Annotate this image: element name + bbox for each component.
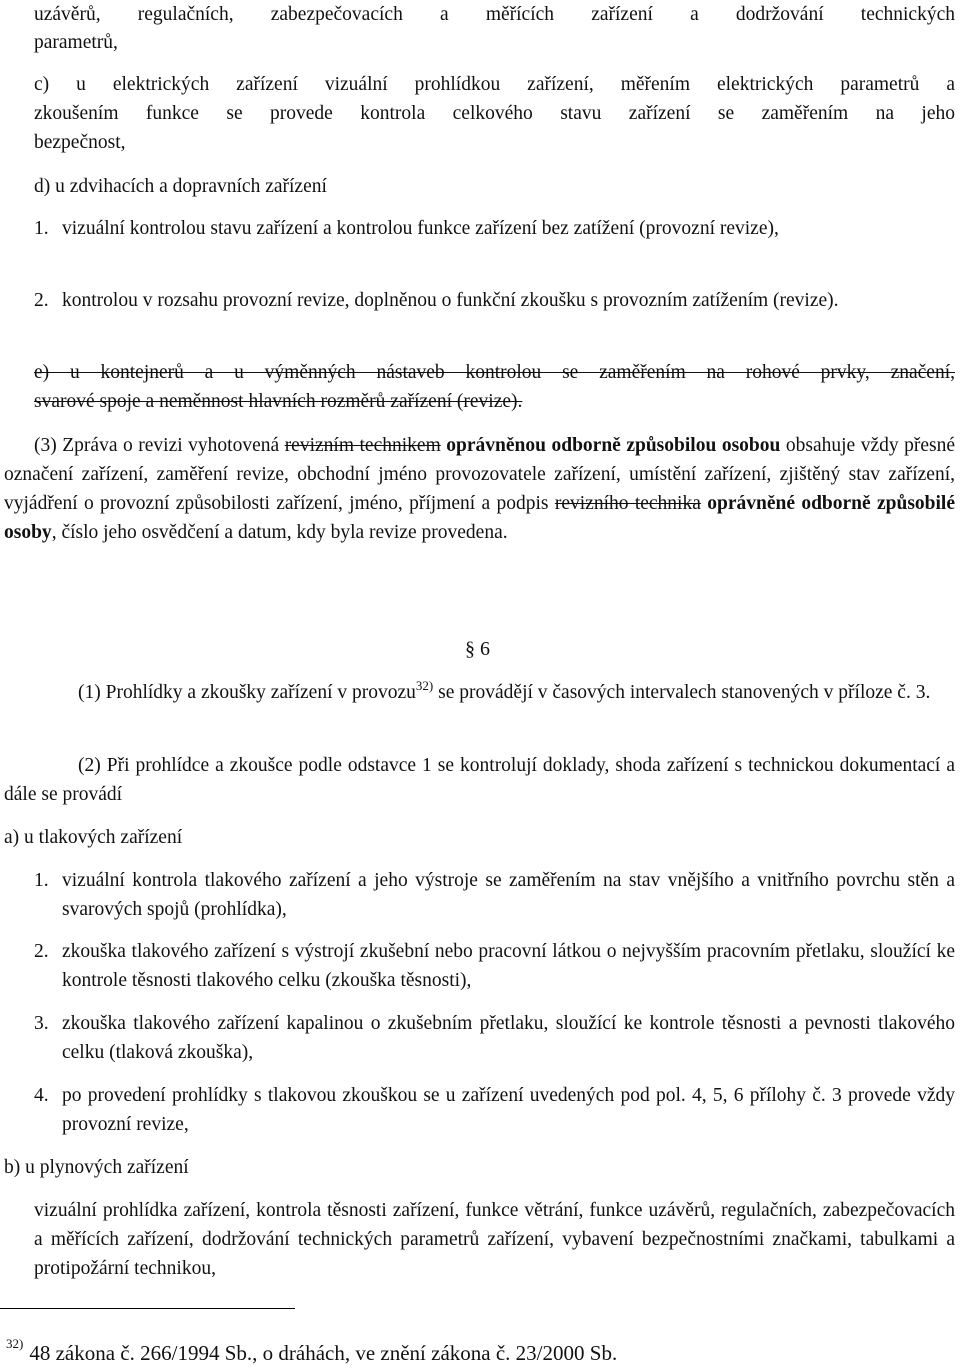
top-line-2: parametrů, xyxy=(34,32,118,53)
section-6-paragraph-2: (2) Při prohlídce a zkoušce podle odstavce 1 se kontrolují doklady, shoda zařízení s technickou dokumentací a dále se provádí xyxy=(4,755,955,805)
s6-1-footnote-ref: 32) xyxy=(415,678,434,693)
paragraph-3 xyxy=(4,431,955,547)
paragraph-3-bold-1: oprávněnou odborně způsobilou osobou xyxy=(446,435,781,456)
item-a-1-number: 1. xyxy=(34,870,49,891)
item-a-3-number: 3. xyxy=(34,1013,49,1034)
item-a-2-text: zkouška tlakového zařízení s výstrojí zkušební nebo pracovní látkou o nejvyšším pracovním přetlaku, sloužící ke kontrole těsnosti tlakového celku (zkouška těsnosti), xyxy=(62,941,955,991)
paragraph-3-part-1: (3) Zpráva o revizi vyhotovená xyxy=(34,435,280,456)
item-c-line-3: bezpečnost, xyxy=(34,132,126,153)
item-a-4-text: po provedení prohlídky s tlakovou zkouškou se u zařízení uvedených pod pol. 4, 5, 6 přílohy č. 3 provede vždy provozní revize, xyxy=(62,1085,955,1135)
item-a-1-text: vizuální kontrola tlakového zařízení a jeho výstroje se zaměřením na stav vnějšího a vnitřního povrchu stěn a svarových spojů (prohlídka), xyxy=(62,870,955,920)
footnote-text: 48 zákona č. 266/1994 Sb., o dráhách, ve znění zákona č. 23/2000 Sb. xyxy=(29,1341,618,1365)
footnote-rule xyxy=(0,1308,295,1309)
s6-1-part-1: (1) Prohlídky a zkoušky zařízení v provozu xyxy=(78,682,416,703)
section-6-paragraph-1 xyxy=(4,678,955,707)
item-d-sub-1-text: vizuální kontrolou stavu zařízení a kontrolou funkce zařízení bez zatížení (provozní revize), xyxy=(62,218,779,239)
item-e-line-1: e) u kontejnerů a u výměnných nástaveb kontrolou se zaměřením na rohové prvky, značení, xyxy=(34,362,955,383)
item-d-sub-2-text: kontrolou v rozsahu provozní revize, doplněnou o funkční zkoušku s provozním zatížením (revize). xyxy=(62,290,839,311)
paragraph-3-bold-2: oprávněné odborně způsobilé osoby xyxy=(4,493,956,543)
item-a-4-number: 4. xyxy=(34,1085,49,1106)
item-c-line-1: c) u elektrických zařízení vizuální prohlídkou zařízení, měřením elektrických parametrů a xyxy=(34,74,955,95)
paragraph-3-struck-1: revizním technikem xyxy=(284,435,441,456)
paragraph-3-struck-2: revizního technika xyxy=(554,493,701,514)
item-a-2-number: 2. xyxy=(34,941,49,962)
s6-1-part-2: se provádějí v časových intervalech stanovených v příloze č. 3. xyxy=(433,682,931,703)
item-e-line-2: svarové spoje a neměnnost hlavních rozměrů zařízení (revize). xyxy=(34,391,523,412)
top-line-1: uzávěrů, regulačních, zabezpečovacích a měřících zařízení a dodržování technických xyxy=(34,4,955,25)
item-a-heading: a) u tlakových zařízení xyxy=(4,827,183,848)
item-d-sub-1-number: 1. xyxy=(34,218,49,239)
paragraph-3-part-3: , číslo jeho osvědčení a datum, kdy byla revize provedena. xyxy=(51,522,508,543)
section-heading: § 6 xyxy=(465,638,490,660)
item-a-3-text: zkouška tlakového zařízení kapalinou o zkušebním přetlaku, sloužící ke kontrole těsnosti a pevnosti tlakového celku (tlaková zkouška), xyxy=(62,1013,955,1063)
footnote xyxy=(6,1336,618,1366)
item-d-sub-2-number: 2. xyxy=(34,290,49,311)
item-b-heading: b) u plynových zařízení xyxy=(4,1157,189,1178)
item-d-heading: d) u zdvihacích a dopravních zařízení xyxy=(34,176,327,197)
paragraph-3-part-2: obsahuje vždy přesné označení zařízení, zaměření revize, obchodní jméno provozovatele zařízení, umístění zařízení, zjištěný stav zařízení, vyjádření o provozní způsobilosti zařízení, jméno, příjmení a podpis xyxy=(4,435,956,514)
item-c-line-2: zkoušením funkce se provede kontrola celkového stavu zařízení se zaměřením na jeho xyxy=(34,103,955,124)
footnote-mark: 32) xyxy=(6,1336,24,1351)
item-b-text: vizuální prohlídka zařízení, kontrola těsnosti zařízení, funkce větrání, funkce uzávěrů, regulačních, zabezpečovacích a měřících zařízení, dodržování technických parametrů zařízení, vybavení bezpečnostními značkami, tabulkami a protipožární technikou, xyxy=(34,1200,955,1279)
